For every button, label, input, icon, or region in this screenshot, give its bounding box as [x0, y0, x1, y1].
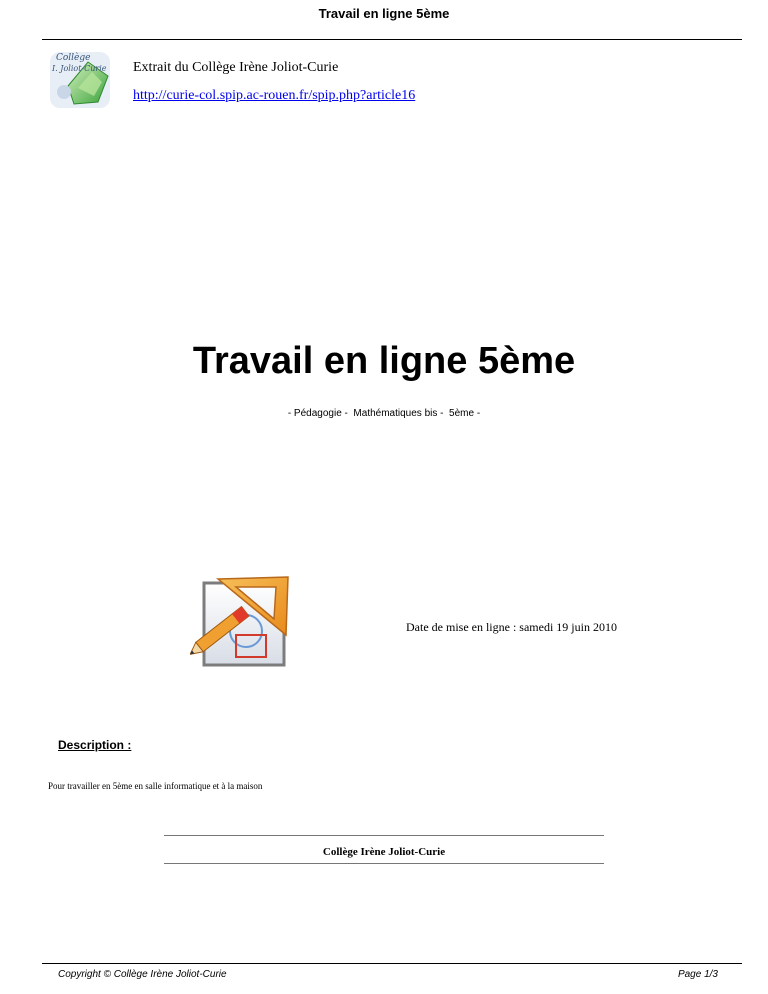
footer-divider — [42, 963, 742, 964]
article-title: Travail en ligne 5ème — [192, 340, 576, 382]
source-extract-text: Extrait du Collège Irène Joliot-Curie — [133, 60, 339, 75]
footer-copyright: Copyright © Collège Irène Joliot-Curie — [58, 969, 227, 980]
site-name: Collège Irène Joliot-Curie — [322, 846, 446, 858]
site-box-top-rule — [164, 835, 604, 836]
geometry-tool-icon — [190, 575, 292, 667]
logo-text-1: Collège — [56, 53, 91, 63]
page-header-title: Travail en ligne 5ème — [318, 6, 450, 21]
header-divider — [42, 39, 742, 40]
logo-text-2: I. Joliot-Curie — [52, 64, 107, 73]
breadcrumb: - Pédagogie - Mathématiques bis - 5ème - — [287, 408, 481, 419]
source-url-link[interactable]: http://curie-col.spip.ac-rouen.fr/spip.php?article16 — [133, 88, 416, 103]
description-text: Pour travailler en 5ème en salle informatique et à la maison — [48, 781, 263, 791]
college-logo-image — [48, 46, 114, 112]
site-box-bottom-rule — [164, 863, 604, 864]
description-heading: Description : — [58, 738, 132, 752]
publication-date: Date de mise en ligne : samedi 19 juin 2010 — [406, 620, 617, 634]
footer-page-number: Page 1/3 — [677, 969, 718, 980]
